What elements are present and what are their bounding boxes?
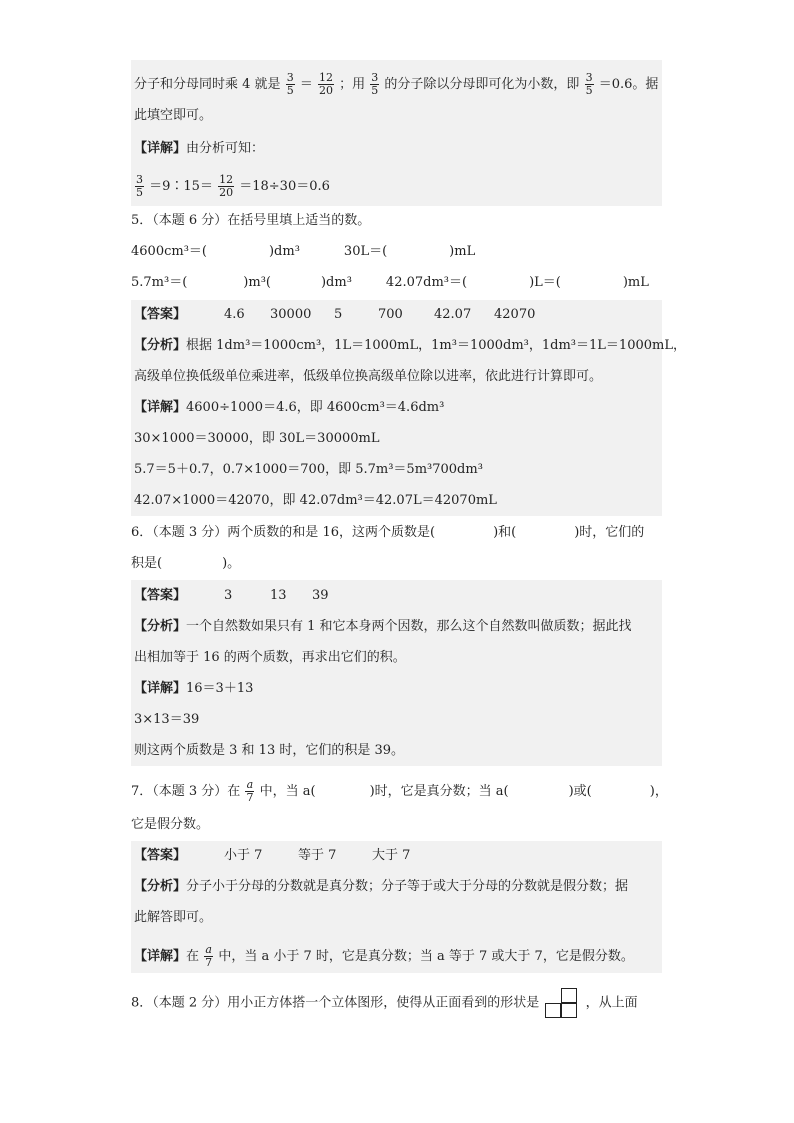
analysis-label: 【分析】 — [134, 619, 187, 634]
q5-answer-line: 【答案】 4.6 30000 5 700 42.07 42070 — [134, 305, 535, 325]
analysis-label: 【分析】 — [134, 338, 187, 353]
q5-row-1: 4600cm³＝( )dm³ 30L＝( )mL — [131, 244, 476, 259]
fraction: $\frac{3}{5}$ — [286, 71, 294, 97]
fraction: $\frac{12}{20}$ — [219, 173, 234, 199]
answer-label: 【答案】 — [134, 307, 187, 322]
q5-detail-line-1: 【详解】4600÷1000＝4.6，即 4600cm³＝4.6dm³ — [134, 400, 445, 415]
fraction: $\frac{3}{5}$ — [585, 71, 593, 97]
q7-answer-line: 【答案】 小于 7 等于 7 大于 7 — [134, 846, 410, 866]
q6-answer-line: 【答案】 3 13 39 — [134, 586, 329, 606]
q7-title-line-2: 它是假分数。 — [131, 817, 210, 832]
q6-analysis-line-2: 出相加等于 16 的两个质数，再求出它们的积。 — [134, 650, 406, 665]
fraction: $\frac{3}{5}$ — [371, 71, 379, 97]
front-view-shape-icon — [545, 987, 579, 1019]
detail-label: 【详解】 — [134, 400, 187, 415]
q6-detail-line-1: 【详解】16＝3＋13 — [134, 681, 254, 696]
q5-detail-line-4: 42.07×1000＝42070，即 42.07dm³＝42.07L＝42070mL — [134, 493, 497, 508]
q5-detail-line-3: 5.7＝5＋0.7，0.7×1000＝700，即 5.7m³＝5m³700dm³ — [134, 462, 483, 477]
q5-analysis-line-2: 高级单位换低级单位乘进率，低级单位换高级单位除以进率，依此进行计算即可。 — [134, 369, 603, 384]
q7-title: 7．（本题 3 分）在 $\frac{a}{7}$ 中，当 a( )时，它是真分数；当 a( )或( )， — [131, 778, 668, 804]
q6-detail-line-2: 3×13＝39 — [134, 712, 200, 727]
q7-detail-line: 【详解】在 $\frac{a}{7}$ 中，当 a 小于 7 时，它是真分数；当 a 等于 7 或大于 7，它是假分数。 — [134, 943, 634, 969]
q5-title: 5．（本题 6 分）在括号里填上适当的数。 — [131, 213, 371, 228]
q4-calc-line: $\frac{3}{5}$ ＝9∶15＝ $\frac{12}{20}$ ＝18÷30＝0.6 — [136, 173, 330, 199]
q6-title: 6．（本题 3 分）两个质数的和是 16，这两个质数是( )和( )时，它们的 — [131, 525, 645, 540]
q4-analysis-line: 分子和分母同时乘 4 就是 $\frac{3}{5}$ ＝ $\frac{12}{20}$ ；用 $\frac{3}{5}$ 的分子除以分母即可化为小数，即 $\frac{3}{5}$ ＝0.6。据 — [134, 71, 659, 97]
analysis-label: 【分析】 — [134, 879, 187, 894]
detail-label: 【详解】 — [134, 949, 187, 964]
q4-detail-line: 【详解】由分析可知： — [134, 141, 265, 156]
q7-analysis-line-2: 此解答即可。 — [134, 910, 213, 925]
q6-detail-line-3: 则这两个质数是 3 和 13 时，它们的积是 39。 — [134, 743, 405, 758]
q5-row-2: 5.7m³＝( )m³( )dm³ 42.07dm³＝( )L＝( )mL — [131, 275, 649, 290]
q6-title-line-2: 积是( )。 — [131, 556, 241, 571]
fraction: $\frac{3}{5}$ — [136, 173, 143, 199]
fraction: $\frac{a}{7}$ — [205, 943, 213, 969]
answer-label: 【答案】 — [134, 588, 187, 603]
q5-analysis-line-1: 【分析】根据 1dm³＝1000cm³，1L＝1000mL，1m³＝1000dm³，1dm³＝1L＝1000mL， — [134, 338, 686, 353]
detail-label: 【详解】 — [134, 141, 187, 156]
q6-solution-block — [131, 580, 662, 766]
q5-detail-line-2: 30×1000＝30000，即 30L＝30000mL — [134, 431, 380, 446]
q8-title: 8．（本题 2 分）用小正方体搭一个立体图形，使得从正面看到的形状是 ，从上面 — [131, 987, 638, 1007]
detail-label: 【详解】 — [134, 681, 187, 696]
q6-analysis-line-1: 【分析】一个自然数如果只有 1 和它本身两个因数，那么这个自然数叫做质数；据此找 — [134, 619, 632, 634]
answer-label: 【答案】 — [134, 848, 187, 863]
fraction: $\frac{12}{20}$ — [318, 71, 333, 97]
q4-analysis-line-2: 此填空即可。 — [134, 108, 213, 123]
fraction: $\frac{a}{7}$ — [246, 778, 254, 804]
q7-analysis-line-1: 【分析】分子小于分母的分数就是真分数；分子等于或大于分母的分数就是假分数；据 — [134, 879, 629, 894]
